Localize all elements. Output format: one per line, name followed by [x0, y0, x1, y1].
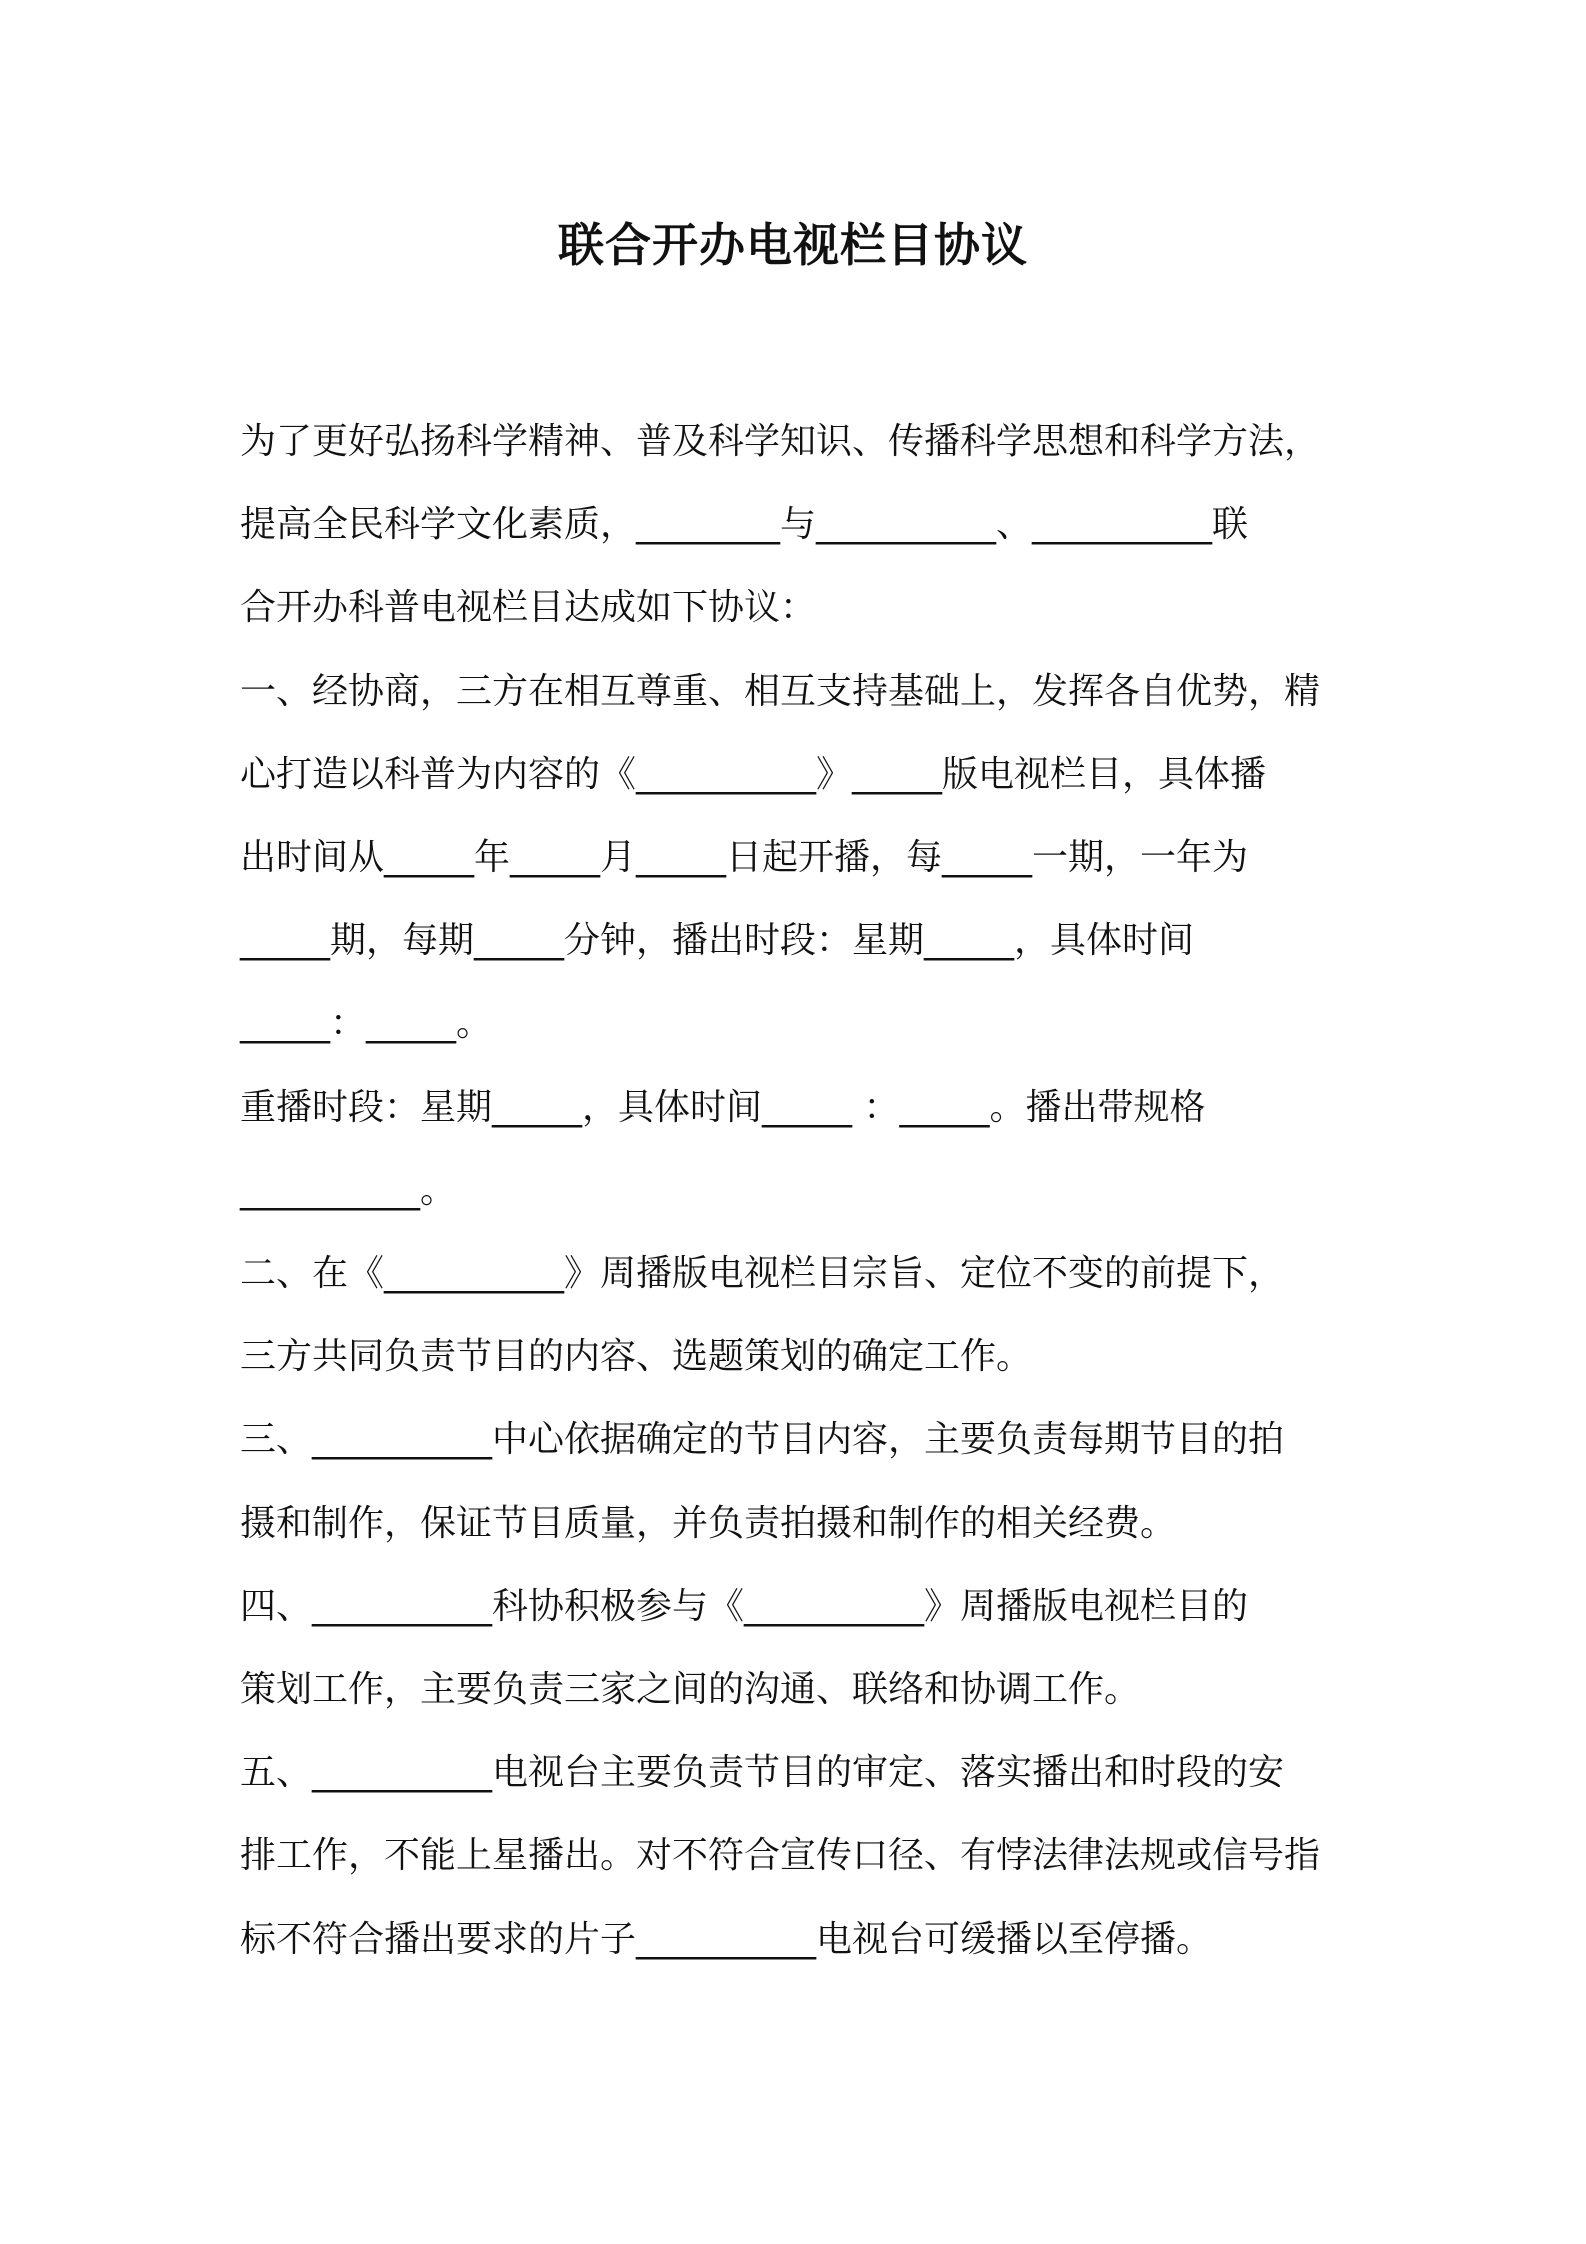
body-line: 摄和制作，保证节目质量，并负责拍摄和制作的相关经费。 — [240, 1502, 1177, 1544]
document-title: 联合开办电视栏目协议 — [558, 218, 1028, 272]
body-line: 二、在《__________》周播版电视栏目宗旨、定位不变的前提下， — [240, 1253, 1285, 1295]
body-line: 三方共同负责节目的内容、选题策划的确定工作。 — [240, 1336, 1033, 1378]
body-line: 四、__________科协积极参与《__________》周播版电视栏目的 — [240, 1585, 1249, 1627]
body-line: 出时间从_____年_____月_____日起开播，每_____一期，一年为 — [240, 837, 1249, 879]
document-body — [240, 400, 1360, 1981]
body-line: 为了更好弘扬科学精神、普及科学知识、传播科学思想和科学方法， — [240, 421, 1321, 462]
body-line: 五、__________电视台主要负责节目的审定、落实播出和时段的安 — [240, 1752, 1285, 1794]
body-line: 标不符合播出要求的片子__________电视台可缓播以至停播。 — [240, 1918, 1213, 1960]
body-line: 策划工作，主要负责三家之间的沟通、联络和协调工作。 — [240, 1669, 1141, 1711]
body-line: 提高全民科学文化素质，________与__________、__________联 — [240, 504, 1249, 546]
body-line: 三、__________中心依据确定的节目内容，主要负责每期节目的拍 — [240, 1419, 1285, 1461]
body-line: 心打造以科普为内容的《__________》_____版电视栏目，具体播 — [240, 753, 1267, 795]
body-line: __________。 — [240, 1169, 457, 1211]
body-line: 合开办科普电视栏目达成如下协议： — [240, 587, 817, 629]
body-line: 排工作，不能上星播出。对不符合宣传口径、有悖法律法规或信号指 — [240, 1835, 1321, 1877]
body-line: _____：_____。 — [240, 1003, 493, 1045]
body-line: _____期，每期_____分钟，播出时段：星期_____，具体时间 — [240, 920, 1195, 962]
body-line: 重播时段：星期_____，具体时间_____ ：_____。播出带规格 — [240, 1086, 1206, 1128]
body-line: 一、经协商，三方在相互尊重、相互支持基础上，发挥各自优势，精 — [240, 670, 1321, 712]
